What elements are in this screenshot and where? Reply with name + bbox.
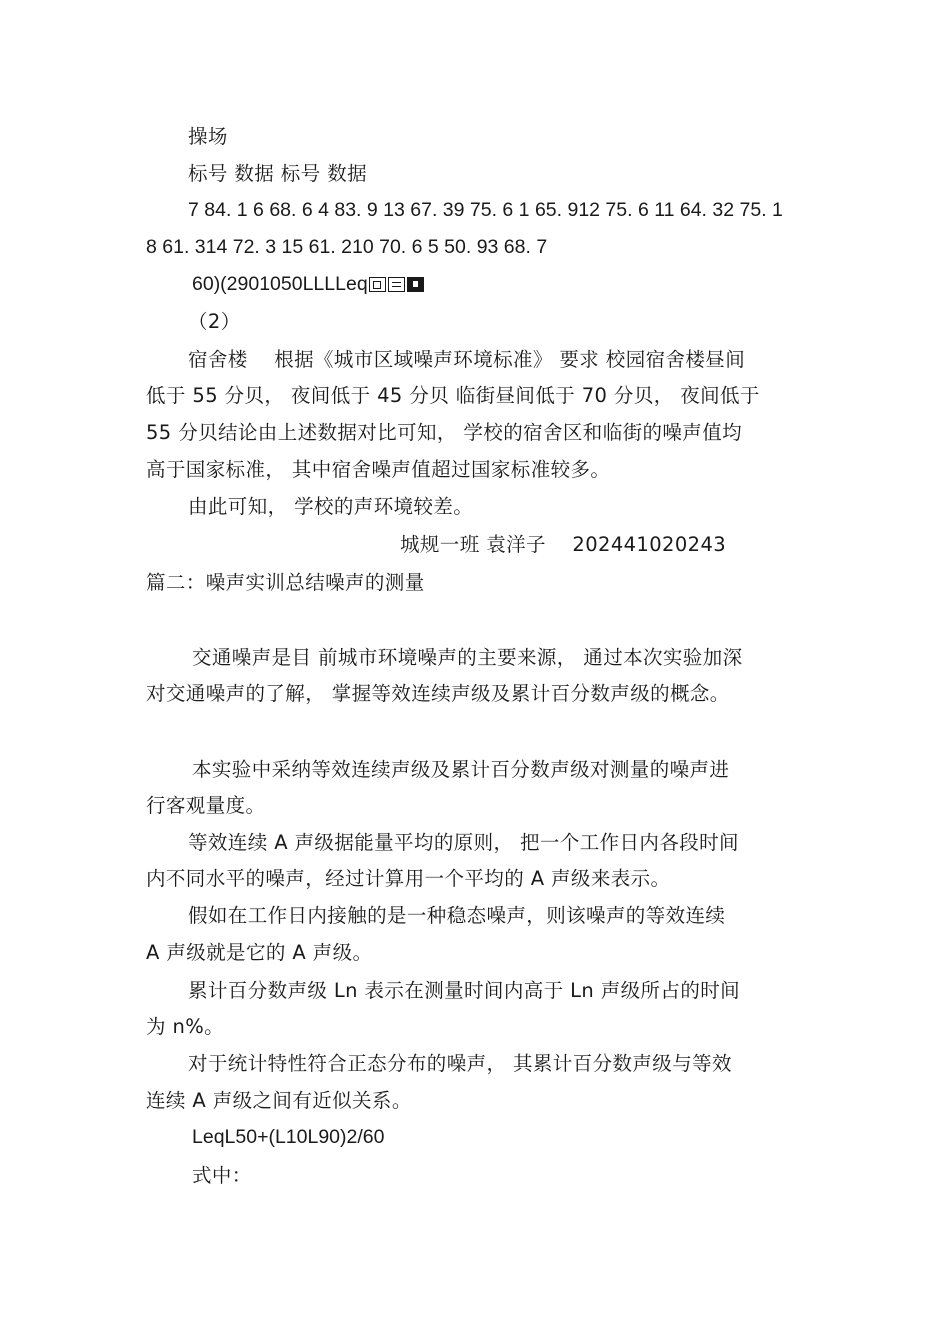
- text-line: 操场: [188, 125, 228, 148]
- missing-glyph-icon: [369, 277, 386, 292]
- formula-text: 60)(2901050LLLLeq: [192, 273, 368, 295]
- section-heading: 篇二：噪声实训总结噪声的测量: [146, 571, 425, 594]
- paragraph-line: 交通噪声是目 前城市环境噪声的主要来源， 通过本次实验加深: [192, 646, 743, 669]
- missing-glyph-icon: [407, 277, 424, 292]
- formula-line: LeqL50+(L10L90)2/60: [192, 1126, 385, 1148]
- author-signature: 城规一班 袁洋子 202441020243: [400, 533, 727, 556]
- paragraph-line: 55 分贝结论由上述数据对比可知， 学校的宿舍区和临街的噪声值均: [146, 421, 743, 444]
- data-line: 8 61. 314 72. 3 15 61. 210 70. 6 5 50. 93 68. 7: [146, 236, 548, 258]
- paragraph-line: 式中：: [192, 1164, 252, 1187]
- paragraph-line: 对交通噪声的了解， 掌握等效连续声级及累计百分数声级的概念。: [146, 682, 730, 705]
- paragraph-line: 本实验中采纳等效连续声级及累计百分数声级对测量的噪声进: [192, 758, 730, 781]
- formula-line: [192, 268, 810, 301]
- paragraph-line: 低于 55 分贝， 夜间低于 45 分贝 临街昼间低于 70 分贝， 夜间低于: [146, 384, 760, 407]
- paragraph-line: 为 n%。: [146, 1015, 225, 1038]
- paragraph-line: A 声级就是它的 A 声级。: [146, 941, 373, 964]
- paragraph-line: 对于统计特性符合正态分布的噪声， 其累计百分数声级与等效: [188, 1052, 732, 1075]
- paragraph-line: 由此可知， 学校的声环境较差。: [188, 495, 474, 518]
- paragraph-line: 行客观量度。: [146, 794, 266, 817]
- paragraph-line: 宿舍楼 根据《城市区域噪声环境标准》 要求 校园宿舍楼昼间: [188, 348, 746, 371]
- paragraph-line: 等效连续 A 声级据能量平均的原则， 把一个工作日内各段时间: [188, 831, 739, 854]
- section-number: （2）: [188, 310, 241, 333]
- table-header-line: 标号 数据 标号 数据: [188, 162, 367, 185]
- paragraph-line: 高于国家标准， 其中宿舍噪声值超过国家标准较多。: [146, 458, 611, 481]
- data-line: 7 84. 1 6 68. 6 4 83. 9 13 67. 39 75. 6 1 65. 912 75. 6 11 64. 32 75. 1: [188, 199, 783, 221]
- missing-glyph-icons: [369, 268, 426, 301]
- missing-glyph-icon: [388, 277, 405, 292]
- paragraph-line: 连续 A 声级之间有近似关系。: [146, 1089, 412, 1112]
- paragraph-line: 假如在工作日内接触的是一种稳态噪声，则该噪声的等效连续: [188, 904, 726, 927]
- paragraph-line: 内不同水平的噪声，经过计算用一个平均的 A 声级来表示。: [146, 867, 671, 890]
- paragraph-line: 累计百分数声级 Ln 表示在测量时间内高于 Ln 声级所占的时间: [188, 979, 741, 1002]
